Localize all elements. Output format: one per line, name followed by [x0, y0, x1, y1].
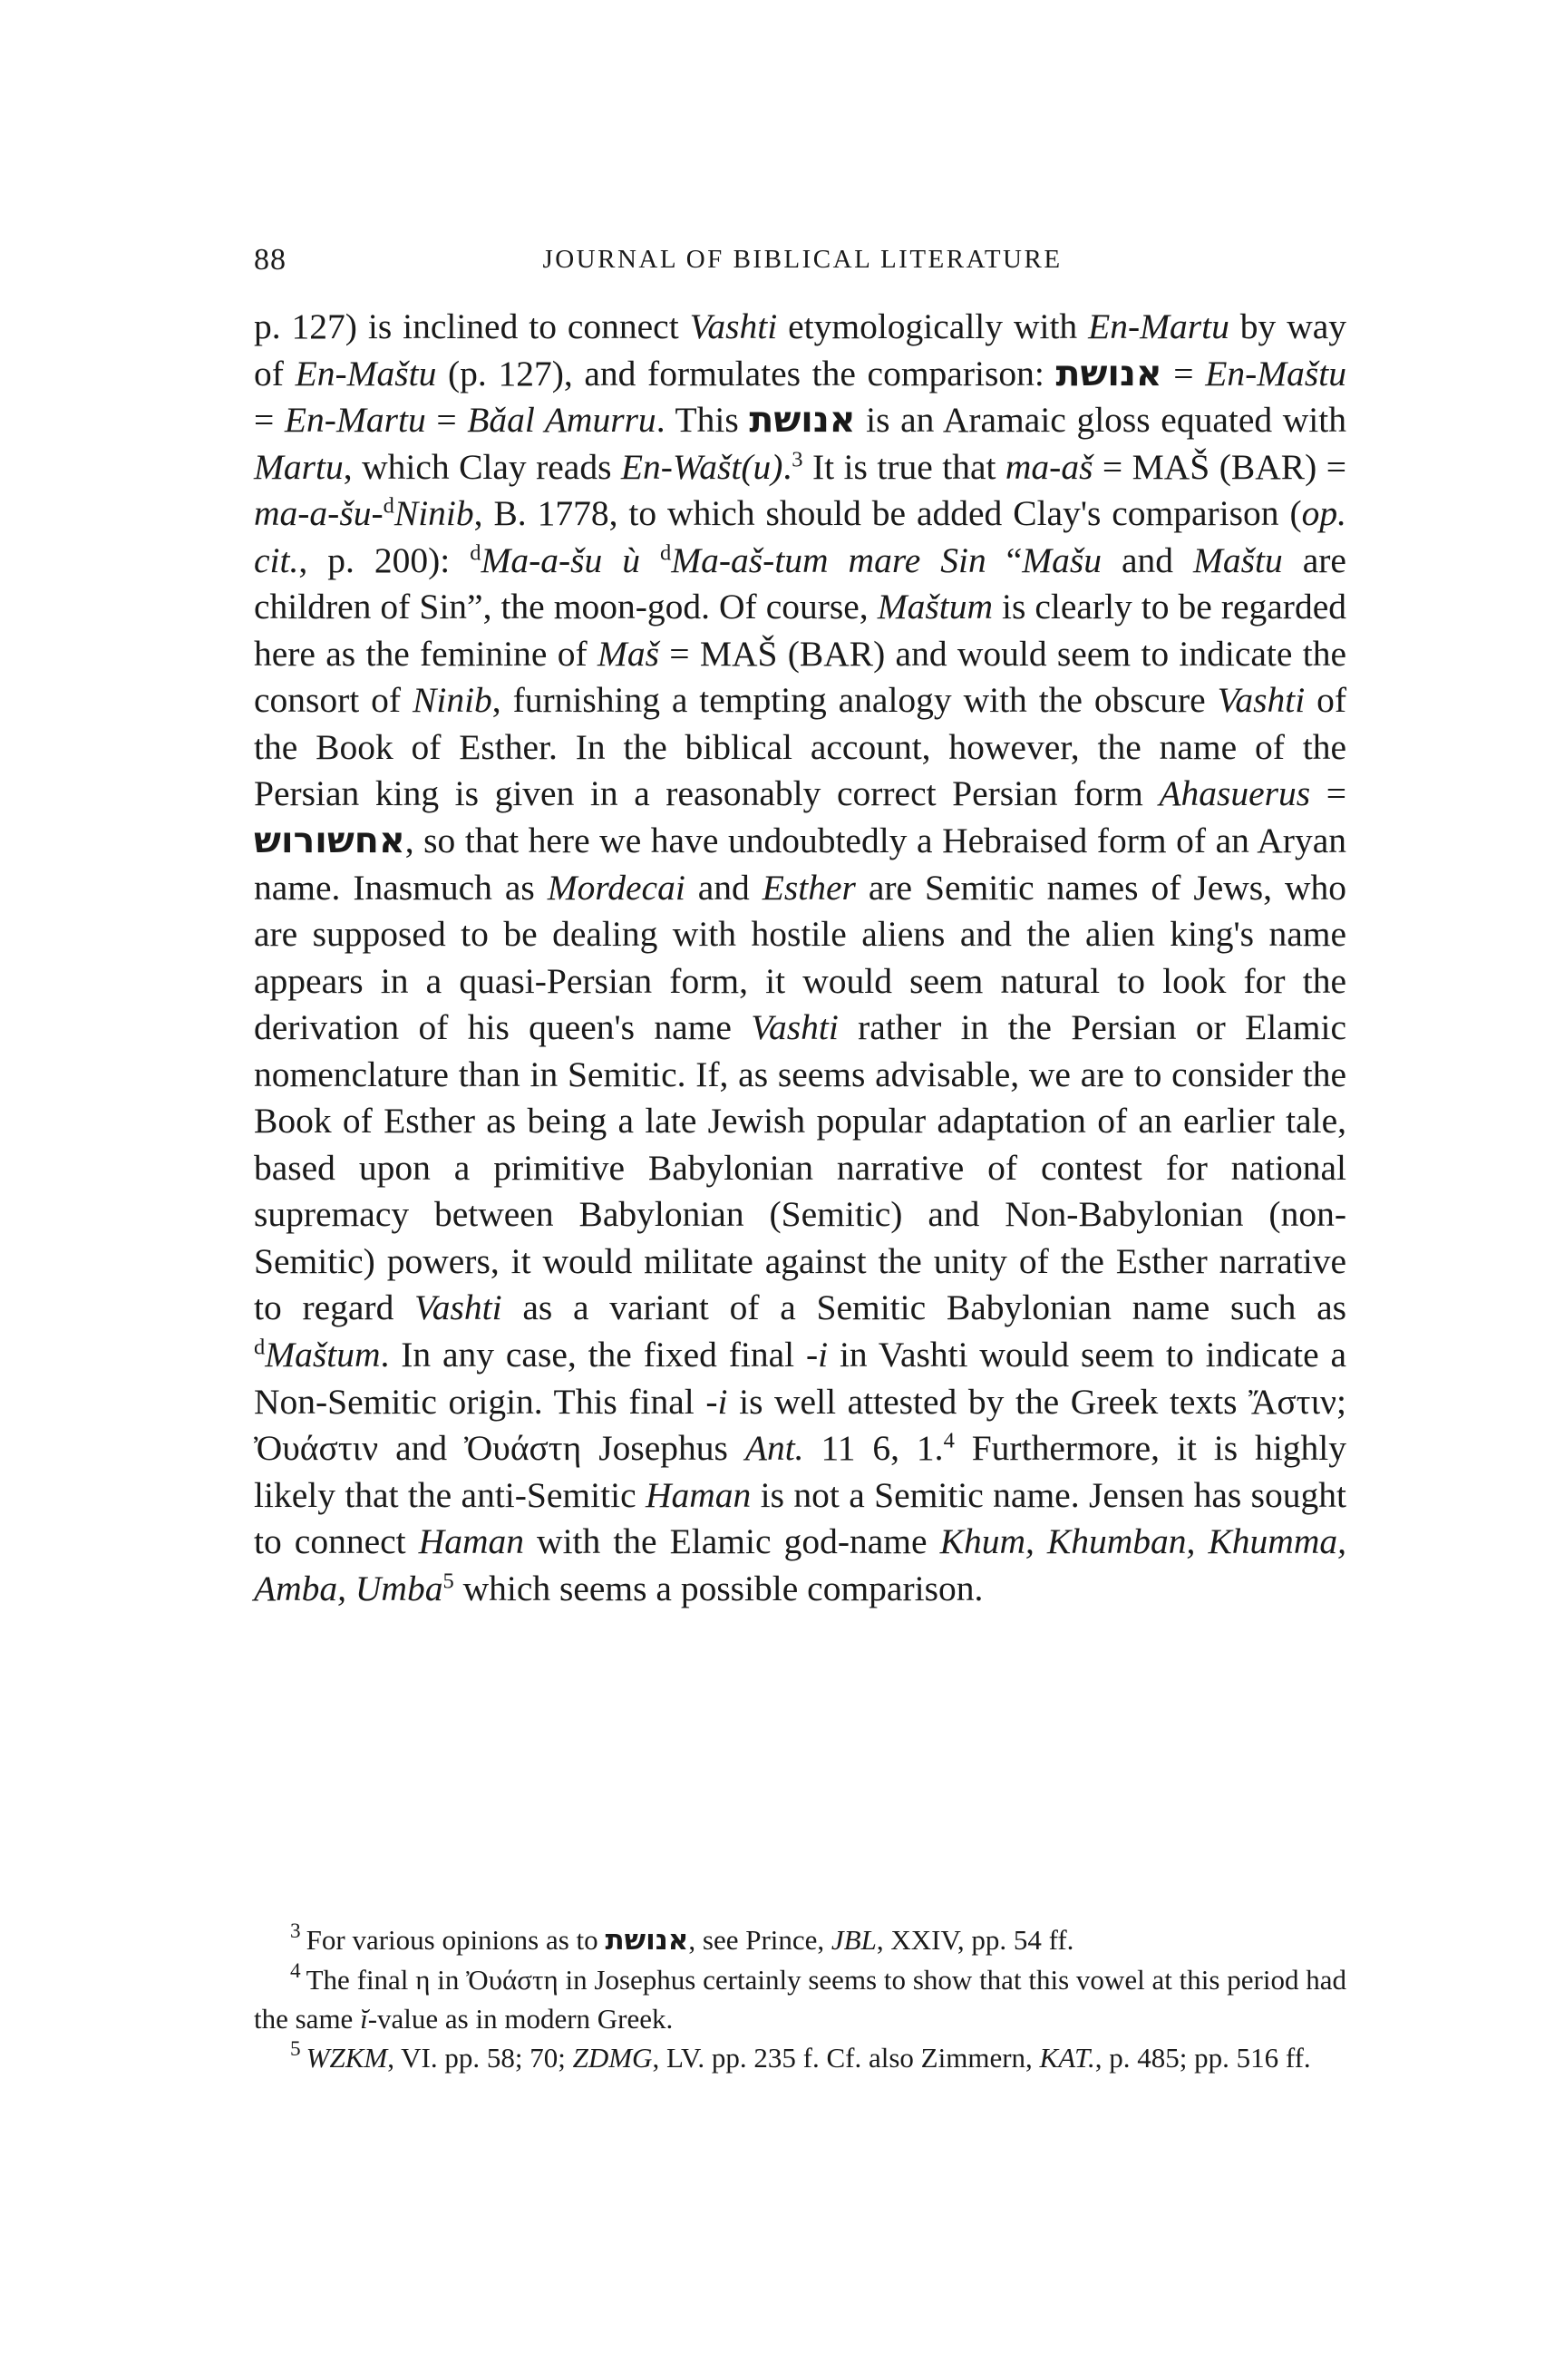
text-span: Furthermore, it is highly likely that the anti-Semitic [254, 1428, 1346, 1515]
term-haman: Haman [418, 1521, 524, 1562]
text-span: as a variant of a Semitic Babylonian name such as [501, 1287, 1346, 1328]
greek-ouaste: Ὀυάστη [464, 1428, 582, 1469]
hebrew-anosht: אנושת [749, 399, 856, 442]
greek-ouastin: Ὀυάστιν [254, 1428, 379, 1469]
text-span: , see Prince, [688, 1924, 831, 1956]
term-ma-as: ma-aš [1005, 446, 1093, 487]
term-mastum: Maštum [877, 587, 993, 627]
hebrew-ahashverosh: אחשורוש [254, 820, 405, 862]
footnote-5 [254, 2038, 1346, 2077]
text-span: and [685, 867, 763, 908]
text-span: (p. 127), and formulates the comparison: [436, 353, 1056, 393]
text-span: by way of [254, 306, 1346, 393]
term-en-martu: En-Martu [1088, 306, 1229, 346]
term-ant: Ant. [744, 1428, 804, 1469]
term-jbl: JBL [831, 1924, 877, 1956]
footnote-number: 3 [290, 1919, 301, 1944]
term-ma-a-su: ma-a-šu- [254, 493, 384, 534]
text-span: . [782, 446, 792, 487]
text-span: in [430, 1964, 467, 1996]
text-span: , p. 485; pp. 516 ff. [1094, 2042, 1311, 2074]
term-mastum: Maštum [265, 1335, 381, 1375]
text-span: , LV. pp. 235 f. Cf. also Zimmern, [652, 2042, 1040, 2074]
determinative-d: d [659, 540, 672, 566]
text-span: with the Elamic god-name [523, 1521, 940, 1562]
term-vashti: Vashti [689, 306, 778, 346]
text-span: 11 6, 1. [803, 1428, 944, 1469]
term-zdmg: ZDMG [572, 2042, 653, 2074]
footnote-4 [254, 1960, 1346, 2038]
term-mastu: Maštu [1193, 539, 1283, 580]
term-martu: Martu [254, 446, 344, 487]
text-span: rather in the Persian or Elamic nomenclature than in Semitic. If, as seems advisable, we are to consider the Book of Esther as being a late Jewish popular adaptation of an earlier tale, based upon a primitive Babylonian narrative of contest for national supremacy between Babylonian (Semitic) and Non-Babylonian (non-Semitic) powers, it would militate against the unity of the Esther narrative to regard [254, 1007, 1346, 1328]
term-en-martu: En-Martu [284, 400, 426, 441]
term-ninib: Ninib [413, 680, 492, 721]
text-span: The final [306, 1964, 416, 1996]
determinative-d: d [383, 493, 394, 519]
greek-astin: Ἄστιν [1248, 1381, 1337, 1422]
text-span: is clearly to be regarded here as the feminine of [254, 587, 1346, 674]
term-mas: Maš [597, 633, 659, 674]
text-span: is not a Semitic name. Jensen has sought to connect [254, 1474, 1346, 1562]
term-vashti: Vashti [1217, 680, 1306, 721]
determinative-d: d [254, 1335, 266, 1360]
term-haman: Haman [645, 1474, 752, 1515]
text-span: . In any case, the fixed final [380, 1335, 806, 1375]
text-span: and [1102, 539, 1194, 580]
text-span: , furnishing a tempting analogy with the obscure [491, 680, 1218, 721]
text-span: etymologically with [777, 306, 1089, 346]
text-span: “ [986, 539, 1023, 580]
text-span: , VI. pp. 58; 70; [387, 2042, 573, 2074]
page-number: 88 [254, 243, 287, 277]
term-masu: Mašu [1022, 539, 1103, 580]
footnote-number: 4 [290, 1959, 301, 1984]
greek-ouaste: Ὀυάστη [466, 1964, 559, 1996]
text-span: . This [656, 400, 750, 441]
term-final-i: -i [705, 1381, 728, 1422]
term-final-i: -i [805, 1335, 829, 1375]
term-ma-a-su: Ma-a-šu ù [481, 539, 660, 580]
term-esther: Esther [762, 867, 856, 908]
text-span: p. 127) is inclined to connect [254, 306, 690, 346]
hebrew-anosht: אנושת [605, 1924, 689, 1957]
text-span: = [425, 400, 468, 441]
text-span: , B. 1778, to which should be added Clay's comparison ( [473, 493, 1302, 534]
main-paragraph [254, 304, 1346, 1612]
footnote-ref-5[interactable]: 5 [442, 1569, 454, 1594]
term-wzkm: WZKM [306, 2042, 388, 2074]
text-span: is well attested by the Greek texts [727, 1381, 1249, 1422]
footnotes [254, 1920, 1346, 2077]
term-elamic-god-names: Khum, Khumban, Khumma, Amba, Umba [254, 1521, 1346, 1608]
term-ma-as-tum: Ma-aš-tum mare Sin [671, 539, 986, 580]
determinative-d: d [470, 540, 481, 566]
page-header [254, 243, 1351, 288]
term-op-cit: op. cit. [254, 493, 1346, 580]
text-span: , so that here we have undoubtedly a Hebraised form of an Aryan name. Inasmuch as [254, 821, 1346, 908]
footnote-ref-3[interactable]: 3 [792, 447, 803, 472]
footnote-3 [254, 1920, 1346, 1960]
text-span: = MAŠ (BAR) = [1093, 446, 1346, 487]
text-span: and [378, 1428, 465, 1469]
text-span: of the Book of Esther. In the biblical account, however, the name of the Persian king is given in a reasonably correct Persian form [254, 680, 1346, 814]
text-span: , which Clay reads [343, 446, 621, 487]
footnote-ref-4[interactable]: 4 [943, 1428, 955, 1453]
greek-eta: η [415, 1964, 431, 1996]
text-span: -value as in modern Greek. [367, 2003, 674, 2035]
body-text [254, 304, 1346, 1612]
term-vashti: Vashti [414, 1287, 502, 1328]
term-kat: KAT. [1039, 2042, 1095, 2074]
text-span: It is true that [802, 446, 1005, 487]
text-span: is an Aramaic gloss equated with [855, 400, 1346, 441]
hebrew-anosht: אנושת [1055, 352, 1162, 394]
term-mordecai: Mordecai [547, 867, 685, 908]
footnote-number: 5 [290, 2037, 301, 2062]
term-ahasuerus: Ahasuerus [1159, 773, 1311, 814]
text-span: = [1310, 773, 1347, 814]
text-span: in Vashti would seem to indicate a Non-Semitic origin. This final [254, 1335, 1346, 1422]
text-span: , p. 200): [298, 539, 471, 580]
text-span: which seems a possible comparison. [453, 1568, 984, 1608]
term-en-mastu: En-Maštu [295, 353, 437, 393]
term-vashti: Vashti [751, 1007, 839, 1048]
text-span: in Josephus certainly seems to show that this vowel at this period had the same [254, 1964, 1346, 2035]
text-span: are Semitic names of Jews, who are supposed to be dealing with hostile aliens and the alien king's name appears in a quasi-Persian form, it would seem natural to look for the derivation of his queen's name [254, 867, 1346, 1048]
term-en-mastu: En-Maštu [1205, 353, 1347, 393]
text-span: = MAŠ (BAR) and would seem to indicate the consort of [254, 633, 1346, 721]
text-span: = [254, 400, 285, 441]
text-span: ; [1336, 1381, 1346, 1422]
term-i-value: ĭ [360, 2003, 368, 2035]
term-ninib: Ninib [393, 493, 474, 534]
text-span: , XXIV, pp. 54 ff. [876, 1924, 1074, 1956]
text-span: Josephus [581, 1428, 745, 1469]
term-baal-amurru: Bǎal Amurru [467, 400, 656, 441]
term-en-wast: En-Wašt(u) [620, 446, 783, 487]
text-span: are children of Sin”, the moon-god. Of course, [254, 539, 1346, 627]
text-span: = [1161, 353, 1206, 393]
text-span: For various opinions as to [306, 1924, 606, 1956]
running-head: JOURNAL OF BIBLICAL LITERATURE [542, 245, 1063, 274]
